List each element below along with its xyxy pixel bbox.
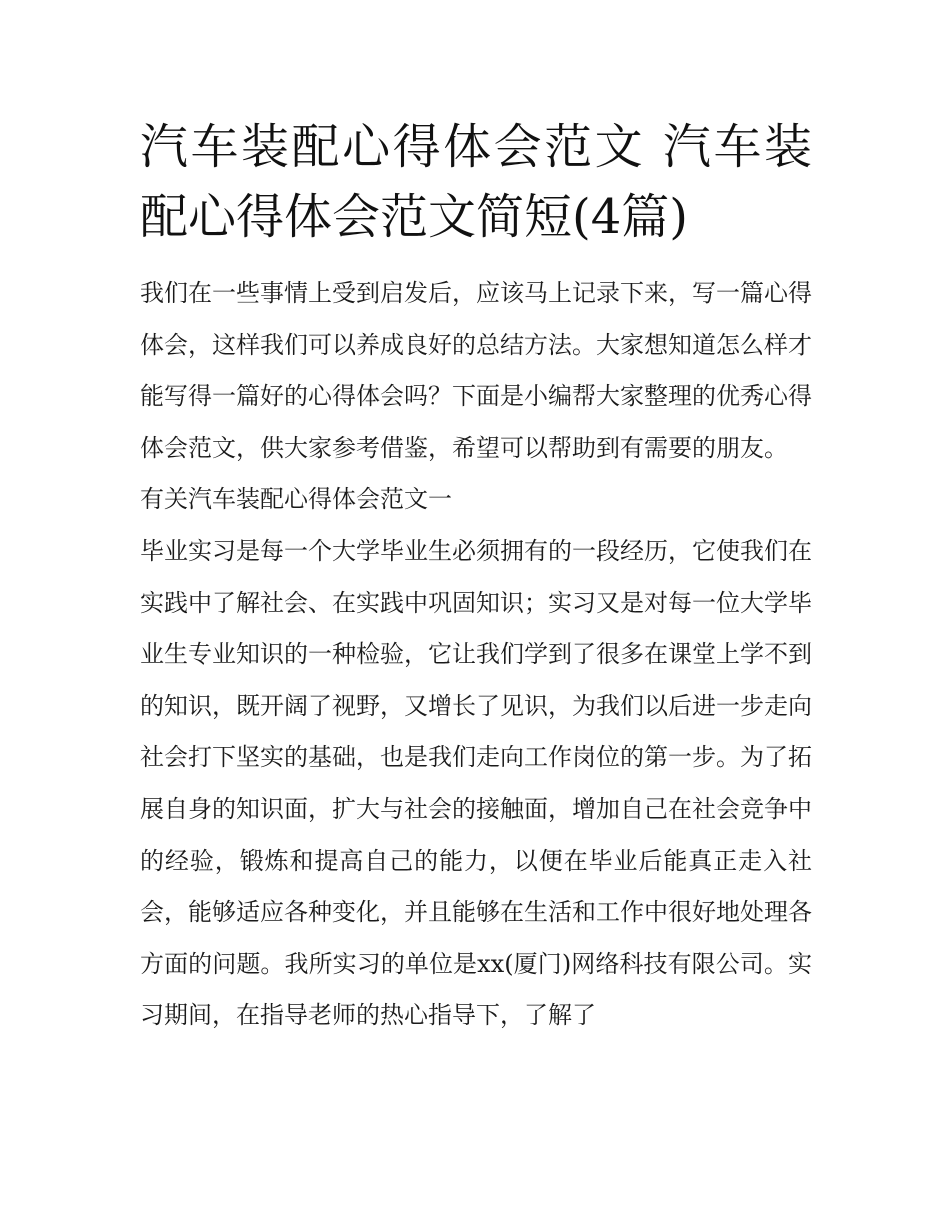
body-paragraph: 毕业实习是每一个大学毕业生必须拥有的一段经历，它使我们在实践中了解社会、在实践中巩固知识；实习又是对每一位大学毕业生专业知识的一种检验，它让我们学到了很多在课堂上学不到的知识，既开阔了视野，又增长了见识，为我们以后进一步走向社会打下坚实的基础，也是我们走向工作岗位的第一步。为了拓展自身的知识面，扩大与社会的接触面，增加自己在社会竞争中的经验，锻炼和提高自己的能力，以便在毕业后能真正走入社会，能够适应各种变化，并且能够在生活和工作中很好地处理各方面的问题。我所实习的单位是xx(厦门)网络科技有限公司。实习期间，在指导老师的热心指导下，了解了 <box>140 536 812 1030</box>
intro-paragraph: 我们在一些事情上受到启发后，应该马上记录下来，写一篇心得体会，这样我们可以养成良好的总结方法。大家想知道怎么样才能写得一篇好的心得体会吗？下面是小编帮大家整理的优秀心得体会范文，供大家参考借鉴，希望可以帮助到有需要的朋友。 <box>140 279 812 462</box>
document-content <box>140 112 812 1042</box>
section-heading: 有关汽车装配心得体会范文一 <box>140 485 452 514</box>
document-title: 汽车装配心得体会范文 汽车装配心得体会范文简短(4篇) <box>140 119 812 245</box>
